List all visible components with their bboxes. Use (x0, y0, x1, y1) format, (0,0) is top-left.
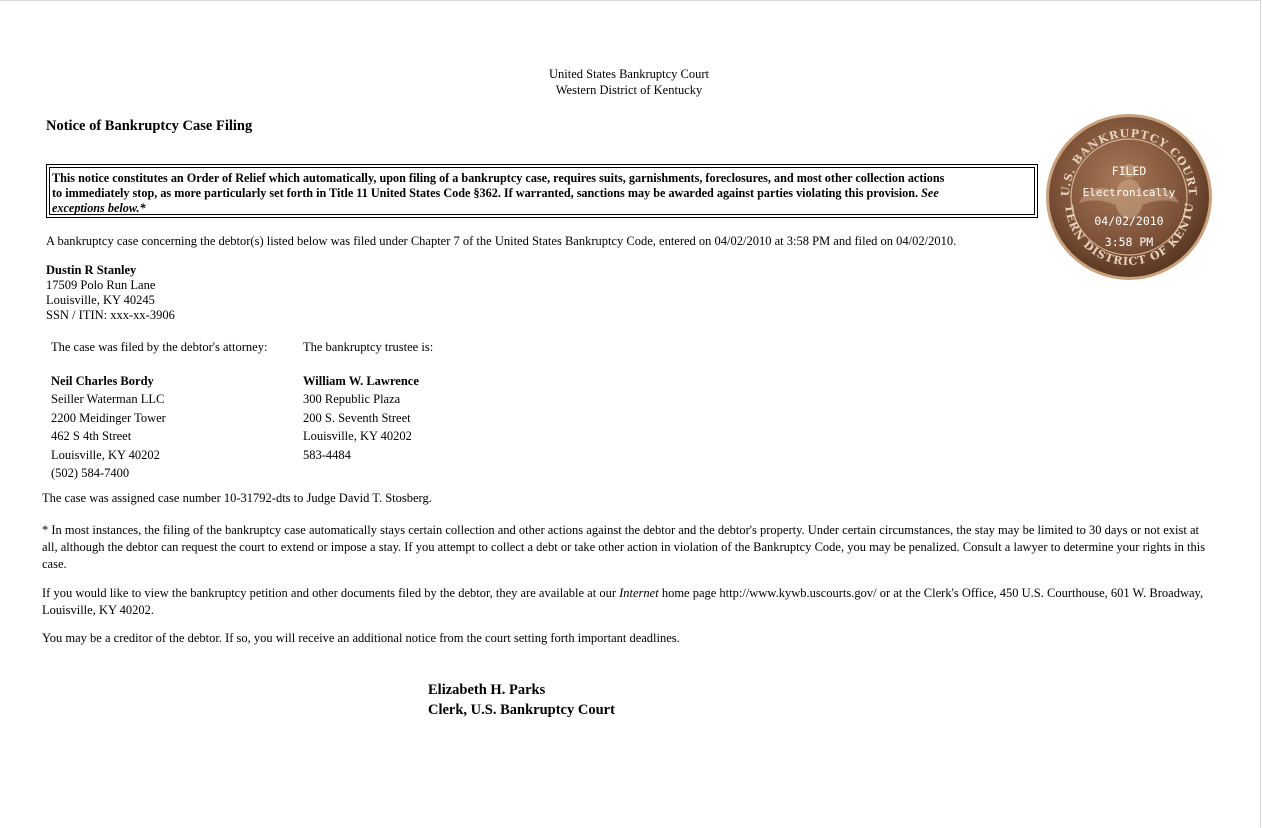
seal-method: Electronically (1082, 186, 1176, 199)
debtor-city: Louisville, KY 40245 (46, 293, 155, 307)
order-exceptions: exceptions below.* (52, 201, 146, 215)
clerk-name: Elizabeth H. Parks (428, 682, 546, 698)
page-title: Notice of Bankruptcy Case Filing (46, 118, 253, 134)
case-intro: A bankruptcy case concerning the debtor(s) listed below was filed under Chapter 7 of the United States Bankruptcy Code, entered on 04/02/2010 at 3:58 PM and filed on 04/02/2010. (46, 234, 957, 248)
documents-internet: Internet (619, 586, 659, 600)
court-name: United States Bankruptcy Court (548, 67, 710, 81)
attorney-address-1: 2200 Meidinger Tower (51, 410, 166, 425)
attorney-firm: Seiller Waterman LLC (51, 392, 165, 406)
seal-bottom-arc: TERN DISTRICT OF KENTU (1062, 201, 1197, 269)
attorney-heading: The case was filed by the debtor's attorney: (51, 340, 268, 354)
case-assignment: The case was assigned case number 10-31792-dts to Judge David T. Stosberg. (42, 491, 432, 505)
debtor-ssn: SSN / ITIN: xxx-xx-3906 (46, 308, 175, 322)
documents-text-before: If you would like to view the bankruptcy petition and other documents filed by the debtor, they are available at our (42, 586, 620, 600)
order-line-1: This notice constitutes an Order of Relief which automatically, upon filing of a bankruptcy case, requires suits, garnishments, foreclosures, and most other collection actions (52, 171, 945, 185)
seal-graphic (1045, 113, 1213, 281)
documents-notice (42, 585, 1212, 619)
seal-time: 3:58 PM (1104, 235, 1154, 249)
documents-text-after: home page http://www.kywb.uscourts.gov/ or at the Clerk's Office, 450 U.S. Courthouse, 601 W. Broadway, Louisville, KY 40202. (42, 586, 1204, 617)
attorney-block (51, 338, 267, 483)
debtor-street: 17509 Polo Run Lane (46, 278, 156, 292)
debtor-name: Dustin R Stanley (46, 263, 137, 277)
court-seal (1045, 113, 1213, 281)
trustee-phone: 583-4484 (303, 447, 351, 462)
debtor-block (46, 263, 175, 323)
order-line-2 (52, 186, 1034, 201)
attorney-city: Louisville, KY 40202 (51, 447, 160, 462)
attorney-name: Neil Charles Bordy (51, 373, 154, 388)
court-district: Western District of Kentucky (555, 83, 703, 97)
order-line-2-text: to immediately stop, as more particularly set forth in Title 11 United States Code §362. If warranted, sanctions may be awarded against parties violating this provision. (52, 186, 919, 200)
order-of-relief-text (49, 167, 1035, 215)
clerk-title: Clerk, U.S. Bankruptcy Court (428, 702, 615, 718)
trustee-block (303, 338, 433, 464)
order-line-3 (52, 201, 1034, 216)
stay-notice: * In most instances, the filing of the bankruptcy case automatically stays certain collection and other actions against the debtor and the debtor's property. Under certain circumstances, the stay may be limited to 30 days or not exist at all, although the debtor can request the court to extend or impose a stay. If you attempt to collect a debt or take other action in violation of the Bankruptcy Code, you may be penalized. Consult a lawyer to determine your rights in this case. (42, 523, 1206, 571)
trustee-address-1: 300 Republic Plaza (303, 392, 401, 406)
court-header (420, 66, 838, 98)
trustee-address-2: 200 S. Seventh Street (303, 410, 411, 425)
order-of-relief-box (46, 164, 1038, 218)
trustee-name: William W. Lawrence (303, 373, 419, 388)
order-see: See (921, 186, 939, 200)
attorney-address-2: 462 S 4th Street (51, 429, 132, 443)
seal-status: FILED (1111, 164, 1147, 178)
attorney-phone: (502) 584-7400 (51, 466, 130, 480)
signature-block (428, 680, 615, 720)
creditor-notice: You may be a creditor of the debtor. If so, you will receive an additional notice from the court setting forth important deadlines. (42, 631, 680, 645)
seal-top-arc: U.S. BANKRUPTCY COURT (1058, 126, 1200, 197)
seal-date: 04/02/2010 (1094, 214, 1164, 228)
trustee-city: Louisville, KY 40202 (303, 429, 412, 443)
trustee-heading: The bankruptcy trustee is: (303, 340, 434, 354)
